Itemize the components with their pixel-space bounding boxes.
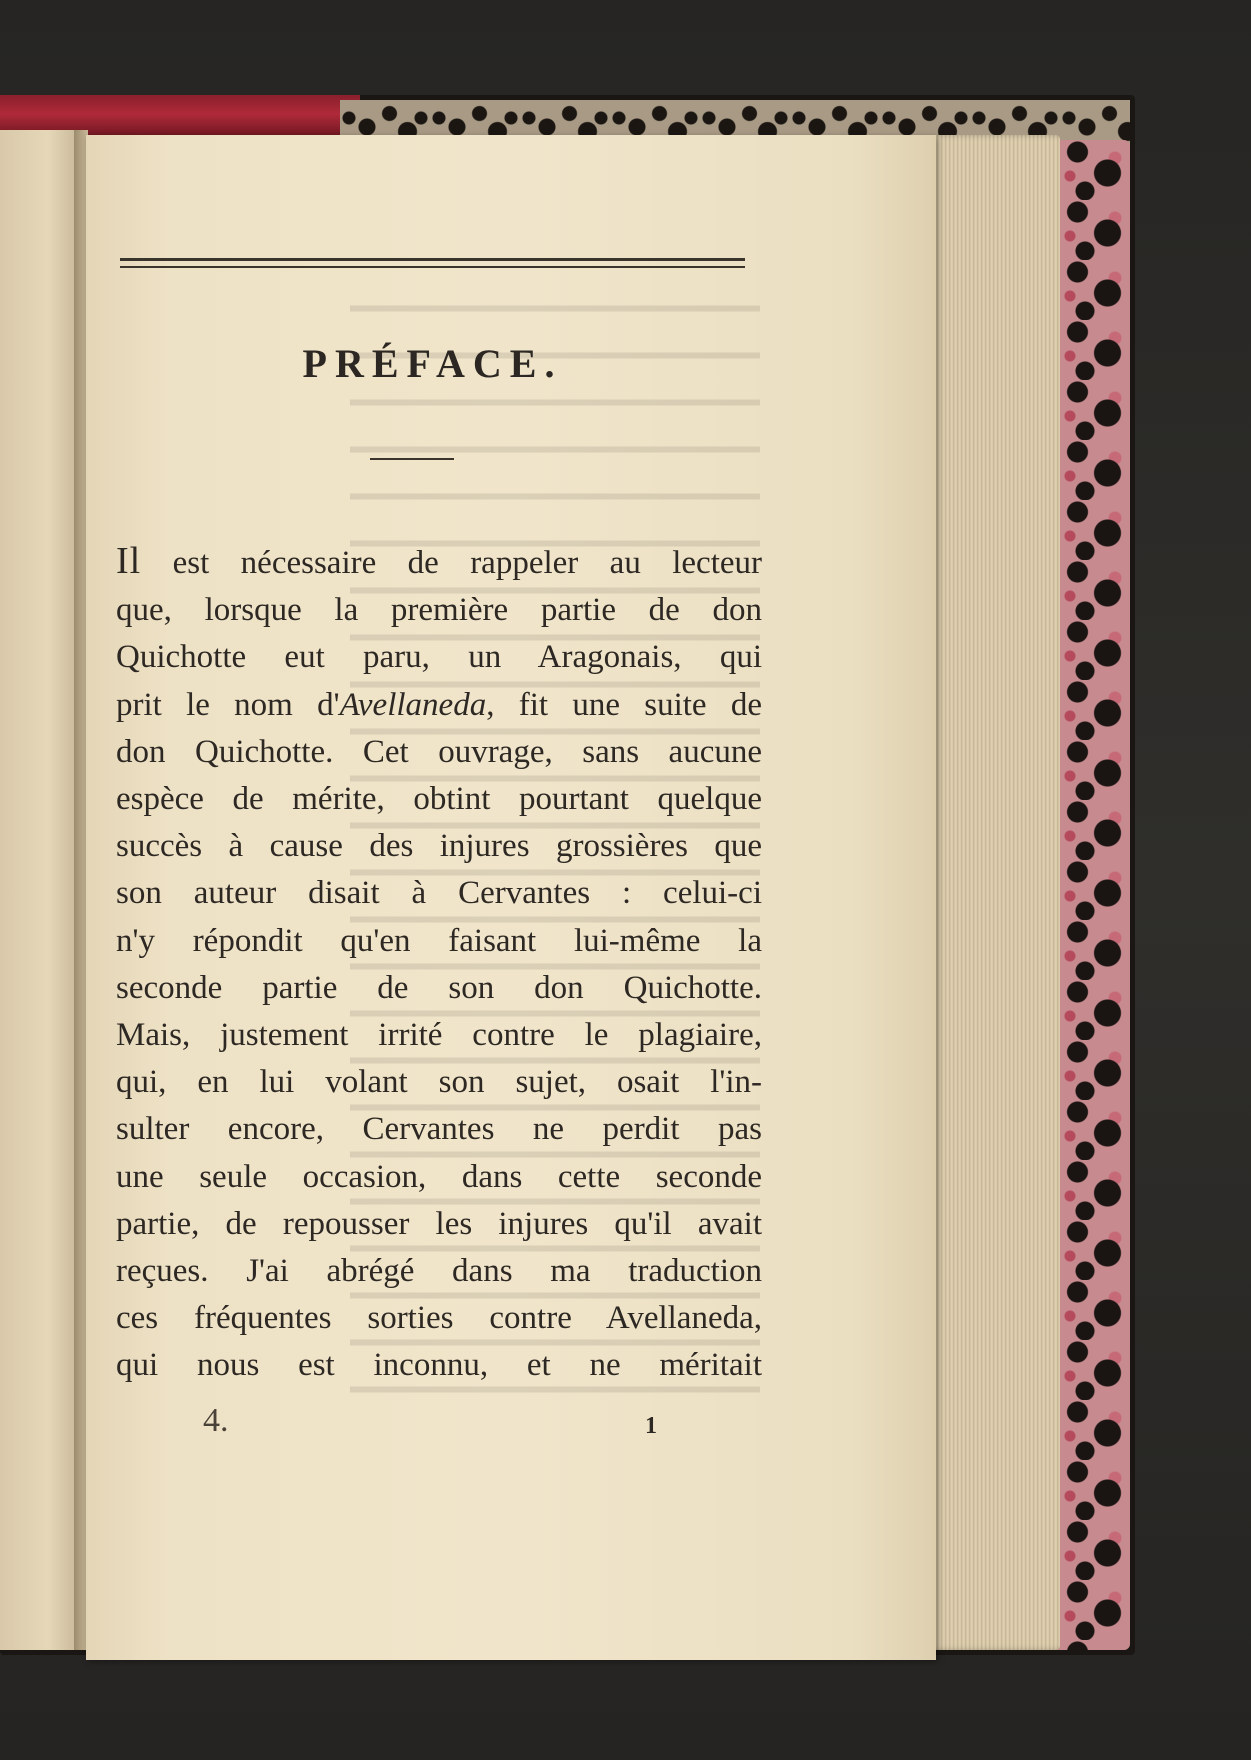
printer-signature-mark: 1: [645, 1413, 657, 1439]
text-line: espèce de mérite, obtint pourtant quelque: [116, 781, 762, 818]
text-line: succès à cause des injures grossières que: [116, 828, 762, 865]
text-line: une seule occasion, dans cette seconde: [116, 1158, 762, 1195]
left-page-sliver: [0, 130, 80, 1650]
handwritten-folio-number: 4.: [203, 1402, 229, 1439]
text-line: sulter encore, Cervantes ne perdit pas: [116, 1111, 762, 1148]
preface-paragraph: [116, 538, 762, 1390]
text-line: seconde partie de son don Quichotte.: [116, 969, 762, 1006]
header-double-rule: [120, 258, 745, 268]
page-edges: [930, 135, 1060, 1650]
author-name-italic: Avellaneda: [339, 686, 487, 723]
text-line: don Quichotte. Cet ouvrage, sans aucune: [116, 733, 762, 770]
text-line: qui, en lui volant son sujet, osait l'in-: [116, 1064, 762, 1101]
text-line: Quichotte eut paru, un Aragonais, qui: [116, 639, 762, 676]
text-line: partie, de repousser les injures qu'il avait: [116, 1205, 762, 1242]
marbled-board-side: [1055, 140, 1130, 1650]
text-line: prit le nom d'Avellaneda, fit une suite de: [116, 686, 762, 723]
text-line: Il est nécessaire de rappeler au lecteur: [116, 540, 762, 582]
text-line: n'y répondit qu'en faisant lui-même la: [116, 922, 762, 959]
drop-cap: Il: [116, 540, 142, 582]
text-line: son auteur disait à Cervantes : celui-ci: [116, 875, 762, 912]
text-line: que, lorsque la première partie de don: [116, 592, 762, 629]
text-line: Mais, justement irrité contre le plagiaire,: [116, 1017, 762, 1054]
text-line: qui nous est inconnu, et ne méritait: [116, 1347, 762, 1384]
text-line: reçues. J'ai abrégé dans ma traduction: [116, 1253, 762, 1290]
page-title: PRÉFACE.: [302, 341, 563, 386]
text-line: ces fréquentes sorties contre Avellaneda,: [116, 1300, 762, 1337]
title-underline-rule: [370, 458, 454, 460]
